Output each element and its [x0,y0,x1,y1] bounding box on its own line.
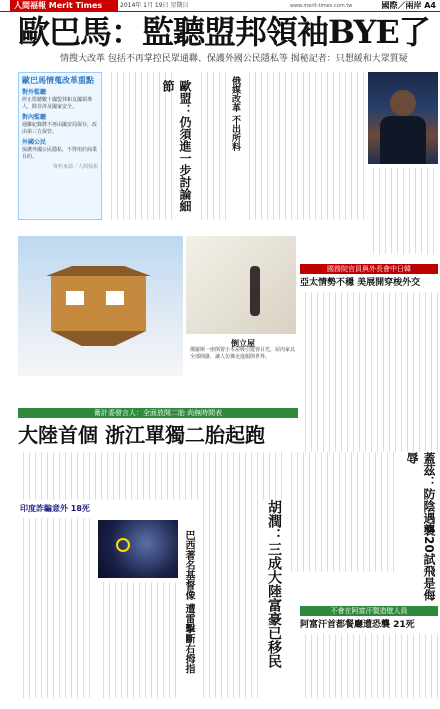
vertical-headline: 俄媒改革 不出所料 [230,76,240,152]
lead-subhead: 情搜大改革 包括不再掌控民眾通聯、保護外國公民隱私等 揭秘記者：只想緩和大眾質疑 [60,54,408,64]
sidebox-label: 對內監聽 [22,114,47,121]
story-headline: 亞太情勢不穩 美展開穿梭外交 [300,278,421,288]
india-headline: 印度詐騙意外 18死 [20,504,90,513]
body-column [106,72,172,220]
sidebox-source: 資料來源／人間福報 [52,164,98,170]
suit-shape [380,116,426,164]
body-column [300,634,438,698]
body-column [244,72,364,220]
newspaper-logo: 人間福報 Merit Times [10,0,118,12]
news-banner: 國務院官員與外長會中日韓 [300,264,438,274]
news-banner: 不會在阿富汗製造壁人員 [300,606,438,616]
sidebox-item: 停止監聽數十國盟邦和友國領導人，除非涉及國家安全。 [22,97,93,110]
body-column [98,582,178,698]
house-interior-photo [186,236,296,334]
body-column [196,72,226,220]
highlight-circle [116,538,130,552]
house-illustration [36,266,161,346]
body-column [368,168,438,254]
sidebox-label: 對外監聽 [22,89,47,96]
standing-person [250,266,260,316]
news-banner: 衛計委發言人：全面放開二胎 尚無時間表 [18,408,298,418]
two-child-headline: 大陸首個 浙江單獨二胎起跑 [18,423,265,447]
story-headline: 阿富汗首都餐廳遭恐襲 21死 [300,620,415,630]
vertical-headline: 蓋茲：防陰遇襲20試飛是侮辱 [405,452,436,601]
photo-caption [190,340,296,398]
obama-photo [368,72,438,164]
lead-headline: 歐巴馬：監聽盟邦領袖BYE了 [18,13,430,51]
reform-sidebox [18,72,102,220]
lightning-photo [98,520,178,578]
upside-down-house-photo [18,236,183,376]
vertical-headline: 胡潤：三成大陸富豪已移民 [266,500,282,668]
caption-text: 俄羅斯一座倒置小木屋吸引遊客目光，屋內家具全部倒掛，讓人彷彿走進顛倒世界。 [190,347,296,360]
sidebox-item: 保護外國公民隱私，不得用於商業目的。 [22,147,98,160]
caption-title: 倒立屋 [231,339,255,348]
person-silhouette [390,90,416,116]
site-url: www.merit-times.com.tw [290,3,353,9]
section-label: 國際／兩岸 A4 [381,1,436,10]
body-column [300,292,438,452]
sidebox-label: 外國公民 [22,139,47,146]
vertical-headline: 歐盟：仍須進一步討論細節 [161,80,192,212]
vertical-headline: 巴西著名基督像 遭雷擊斷右拇指 [183,530,194,674]
sidebox-title: 歐巴馬情蒐改革重點 [22,76,94,85]
sidebox-item: 通聯紀錄將不再由國安局保存，改由第三方保管。 [22,122,98,135]
body-column [18,518,94,698]
body-column [198,452,258,698]
body-column [286,452,396,572]
dateline: 2014年 1月 19日 星期日 [120,2,189,9]
